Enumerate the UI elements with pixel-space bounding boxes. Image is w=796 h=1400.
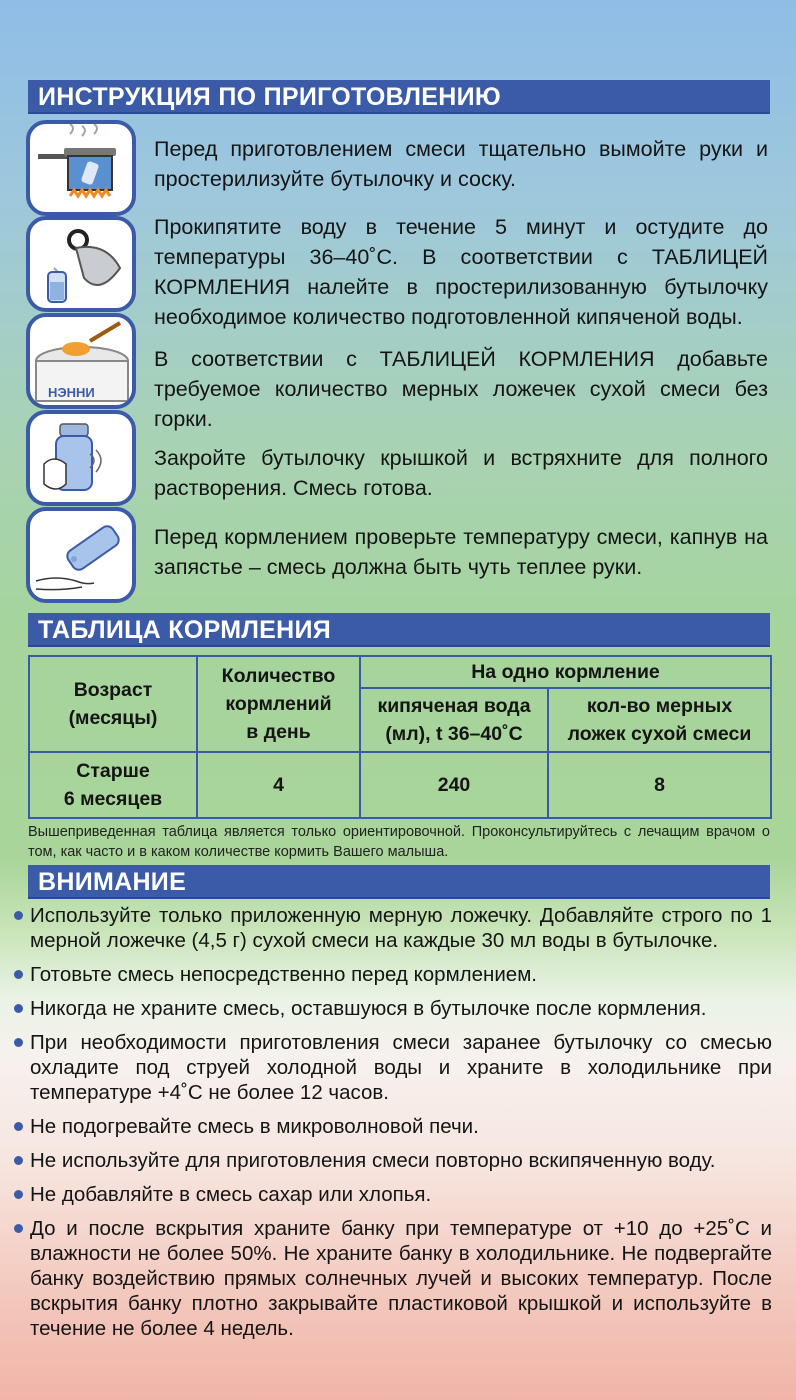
header-water (360, 688, 548, 752)
step-3-text: В соответствии с ТАБЛИЦЕЙ КОРМЛЕНИЯ добавьте требуемое количество мерных ложечек сухой смеси без горки. (154, 347, 768, 431)
step-4-text: Закройте бутылочку крышкой и встряхните для полного растворения. Смесь готова. (154, 446, 768, 500)
step-5-text: Перед кормлением проверьте температуру смеси, капнув на запястье – смесь должна быть чуть теплее руки. (154, 525, 768, 579)
feeding-table-title: ТАБЛИЦА КОРМЛЕНИЯ (38, 616, 332, 644)
list-item (14, 1182, 772, 1207)
cell-age-line1: Старше (76, 760, 150, 782)
instructions-title: ИНСТРУКЦИЯ ПО ПРИГОТОВЛЕНИЮ (38, 83, 501, 111)
header-water-line2: (мл), t 36–40˚С (385, 723, 523, 745)
header-age (29, 656, 197, 752)
step-2 (154, 212, 768, 332)
warning-text: Не добавляйте в смесь сахар или хлопья. (30, 1183, 432, 1206)
attention-header (28, 865, 770, 899)
header-feedings-count (197, 656, 360, 752)
table-header-row (29, 656, 771, 688)
warning-text: При необходимости приготовления смеси заранее бутылочку со смесью охладите под струей холодной воды и храните в холодильнике при температуре +4˚С не более 12 часов. (30, 1031, 772, 1104)
cell-scoops: 8 (548, 752, 771, 818)
bullet-icon (14, 1190, 23, 1199)
warning-text: Не используйте для приготовления смеси повторно вскипяченную воду. (30, 1149, 716, 1172)
wrist-drop-icon (26, 507, 136, 603)
list-item (14, 1216, 772, 1341)
warning-text: Не подогревайте смесь в микроволновой печи. (30, 1115, 479, 1138)
step-3 (154, 344, 768, 434)
table-row (29, 752, 771, 818)
header-age-line1: Возраст (73, 679, 153, 701)
header-scoops-line2: ложек сухой смеси (567, 723, 752, 745)
header-per-feeding: На одно кормление (360, 656, 771, 688)
bullet-icon (14, 1038, 23, 1047)
header-scoops (548, 688, 771, 752)
cell-age (29, 752, 197, 818)
cell-feedings: 4 (197, 752, 360, 818)
header-count-line1: Количество (221, 665, 336, 687)
warnings-list (14, 903, 772, 1350)
list-item (14, 1148, 772, 1173)
instructions-header (28, 80, 770, 114)
bullet-icon (14, 1224, 23, 1233)
header-scoops-line1: кол-во мерных (586, 695, 733, 717)
scoop-can-label: НЭННИ (48, 385, 95, 400)
bullet-icon (14, 911, 23, 920)
list-item (14, 1030, 772, 1105)
cell-age-line2: 6 месяцев (63, 788, 163, 810)
shake-bottle-icon (26, 410, 136, 506)
scoop-can-icon (26, 313, 136, 409)
list-item (14, 962, 772, 987)
list-item (14, 903, 772, 953)
sterilize-pot-icon (26, 120, 136, 216)
header-count-line3: в день (246, 721, 311, 743)
step-5 (154, 522, 768, 582)
warning-text: Используйте только приложенную мерную ложечку. Добавляйте строго по 1 мерной ложечке (4,5 г) сухой смеси на каждые 30 мл воды в бутылочке. (30, 904, 772, 952)
header-water-line1: кипяченая вода (377, 695, 531, 717)
bullet-icon (14, 1122, 23, 1131)
warning-text: Готовьте смесь непосредственно перед кормлением. (30, 963, 537, 986)
bullet-icon (14, 1156, 23, 1165)
warning-text: Никогда не храните смесь, оставшуюся в бутылочке после кормления. (30, 997, 707, 1020)
warning-text: До и после вскрытия храните банку при температуре от +10 до +25˚С и влажности не более 50%. Не храните банку в холодильнике. Не подвергайте банку воздействию прямых солнечных лучей и высоких температур. После вскрытия банку плотно закрывайте пластиковой крышкой и используйте в течение не более 4 недель. (30, 1217, 772, 1340)
step-1 (154, 134, 768, 194)
kettle-pour-icon (26, 216, 136, 312)
feeding-table (28, 655, 772, 819)
header-count-line2: кормлений (225, 693, 332, 715)
feeding-table-header (28, 613, 770, 647)
header-age-line2: (месяцы) (68, 707, 158, 729)
list-item (14, 996, 772, 1021)
attention-title: ВНИМАНИЕ (38, 868, 187, 896)
step-1-text: Перед приготовлением смеси тщательно вымойте руки и простерилизуйте бутылочку и соску. (154, 137, 768, 191)
table-note: Вышеприведенная таблица является только ориентировочной. Проконсультируйтесь с лечащим врачом о том, как часто и в каком количестве кормить Вашего малыша. (28, 824, 770, 860)
step-2-text: Прокипятите воду в течение 5 минут и остудите до температуры 36–40˚С. В соответствии с ТАБЛИЦЕЙ КОРМЛЕНИЯ налейте в простерилизованную бутылочку необходимое количество подготовленной кипяченой воды. (154, 215, 768, 329)
step-4 (154, 443, 768, 503)
bullet-icon (14, 970, 23, 979)
list-item (14, 1114, 772, 1139)
bullet-icon (14, 1004, 23, 1013)
cell-water: 240 (360, 752, 548, 818)
